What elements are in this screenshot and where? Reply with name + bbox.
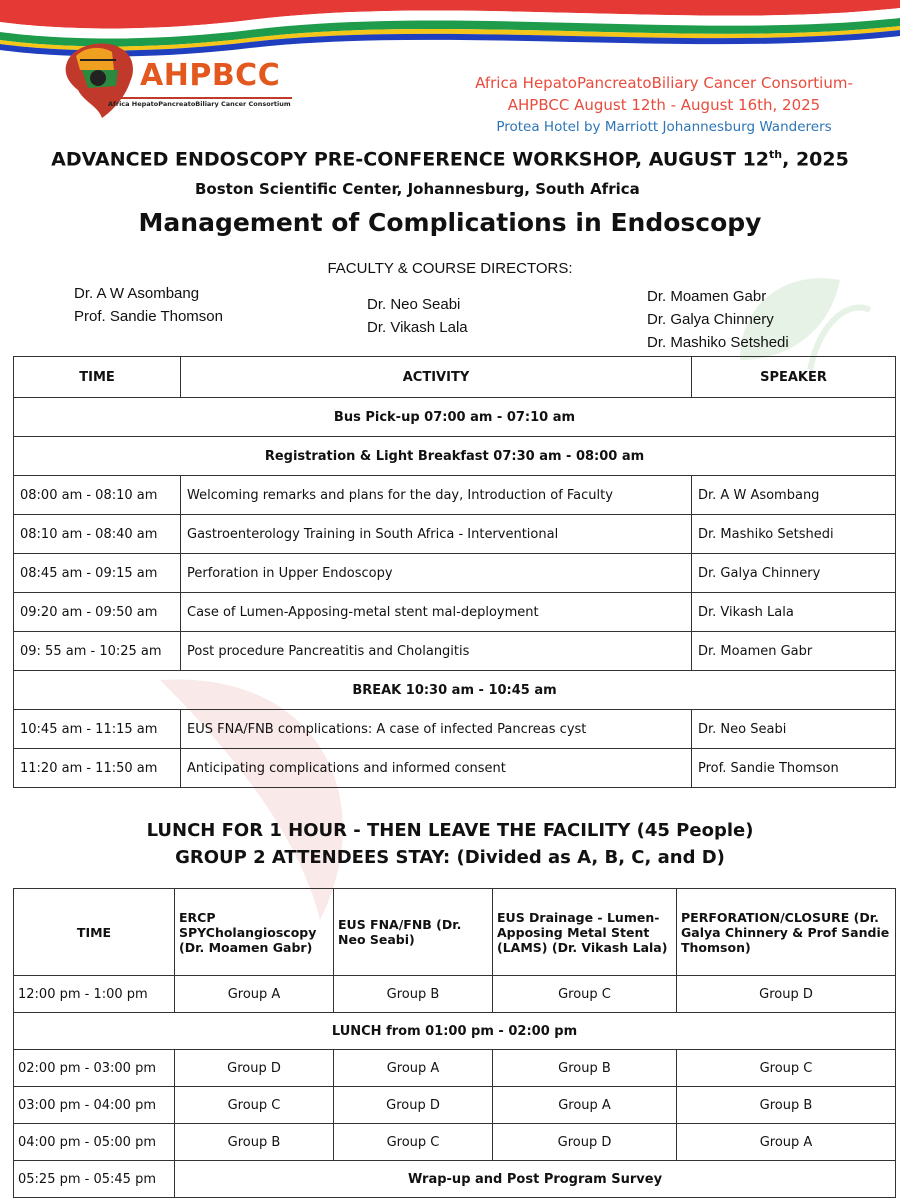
table-row (14, 1124, 896, 1161)
faculty-member: Dr. Moamen Gabr (647, 288, 767, 305)
table-row (14, 515, 896, 554)
morning-schedule-table (13, 356, 896, 788)
table-header-row (14, 357, 896, 398)
time-cell: 10:45 am - 11:15 am (14, 710, 181, 749)
lunch-notice (0, 817, 900, 871)
faculty-member: Dr. Neo Seabi (367, 296, 461, 313)
faculty-member: Dr. Vikash Lala (367, 319, 468, 336)
group-cell: Group B (677, 1087, 896, 1124)
table-row (14, 632, 896, 671)
time-cell: 05:25 pm - 05:45 pm (14, 1161, 175, 1198)
speaker-cell: Prof. Sandie Thomson (692, 749, 896, 788)
speaker-cell: Dr. Neo Seabi (692, 710, 896, 749)
header-eus-drainage: EUS Drainage - Lumen-Apposing Metal Stent (LAMS) (Dr. Vikash Lala) (493, 889, 677, 976)
activity-cell: Perforation in Upper Endoscopy (181, 554, 692, 593)
time-cell: 09:20 am - 09:50 am (14, 593, 181, 632)
group-cell: Group B (175, 1124, 334, 1161)
group-cell: Group D (175, 1050, 334, 1087)
group-cell: Group A (175, 976, 334, 1013)
group-cell: Group D (493, 1124, 677, 1161)
header-eus-fna: EUS FNA/FNB (Dr. Neo Seabi) (334, 889, 493, 976)
table-row (14, 710, 896, 749)
table-row (14, 398, 896, 437)
header-time: TIME (14, 889, 175, 976)
workshop-title-main: ADVANCED ENDOSCOPY PRE-CONFERENCE WORKSHOP, AUGUST 12 (51, 148, 770, 171)
org-line-2: AHPBCC August 12th - August 16th, 2025 (507, 96, 821, 114)
speaker-cell: Dr. Mashiko Setshedi (692, 515, 896, 554)
table-row (14, 1161, 896, 1198)
header-speaker: SPEAKER (692, 357, 896, 398)
logo-text: AHPBCC (140, 58, 281, 93)
workshop-title (0, 148, 900, 170)
time-cell: 11:20 am - 11:50 am (14, 749, 181, 788)
table-row (14, 1050, 896, 1087)
time-cell: 08:00 am - 08:10 am (14, 476, 181, 515)
group-cell: Group D (677, 976, 896, 1013)
header-perforation: PERFORATION/CLOSURE (Dr. Galya Chinnery & Prof Sandie Thomson) (677, 889, 896, 976)
time-cell: 08:10 am - 08:40 am (14, 515, 181, 554)
activity-cell: Case of Lumen-Apposing-metal stent mal-deployment (181, 593, 692, 632)
topic-title: Management of Complications in Endoscopy (138, 208, 762, 237)
group-cell: Group A (334, 1050, 493, 1087)
lunch-row: LUNCH from 01:00 pm - 02:00 pm (14, 1013, 896, 1050)
faculty-member: Prof. Sandie Thomson (74, 308, 223, 325)
bus-pickup: Bus Pick-up 07:00 am - 07:10 am (14, 398, 896, 437)
lunch-notice-line-2: GROUP 2 ATTENDEES STAY: (Divided as A, B, C, and D) (175, 847, 725, 868)
workshop-title-year: , 2025 (782, 148, 849, 171)
faculty-member: Dr. Galya Chinnery (647, 311, 774, 328)
faculty-col-3 (647, 285, 789, 354)
group-cell: Group D (334, 1087, 493, 1124)
table-row (14, 437, 896, 476)
table-row (14, 593, 896, 632)
time-cell: 12:00 pm - 1:00 pm (14, 976, 175, 1013)
wrap-up-cell: Wrap-up and Post Program Survey (175, 1161, 896, 1198)
group-cell: Group C (677, 1050, 896, 1087)
venue-line: Protea Hotel by Marriott Johannesburg Wanderers (496, 119, 832, 135)
table-row (14, 1087, 896, 1124)
group-cell: Group B (493, 1050, 677, 1087)
group-cell: Group A (493, 1087, 677, 1124)
registration: Registration & Light Breakfast 07:30 am - 08:00 am (14, 437, 896, 476)
time-cell: 03:00 pm - 04:00 pm (14, 1087, 175, 1124)
group-cell: Group C (334, 1124, 493, 1161)
time-cell: 09: 55 am - 10:25 am (14, 632, 181, 671)
speaker-cell: Dr. Moamen Gabr (692, 632, 896, 671)
faculty-heading: FACULTY & COURSE DIRECTORS: (327, 260, 573, 277)
activity-cell: Anticipating complications and informed consent (181, 749, 692, 788)
lunch-notice-line-1: LUNCH FOR 1 HOUR - THEN LEAVE THE FACILITY (45 People) (146, 820, 754, 841)
header-ercp: ERCP SPYCholangioscopy (Dr. Moamen Gabr) (175, 889, 334, 976)
header-activity: ACTIVITY (181, 357, 692, 398)
group-cell: Group A (677, 1124, 896, 1161)
org-line-1: Africa HepatoPancreatoBiliary Cancer Consortium- (475, 74, 853, 92)
group-cell: Group B (334, 976, 493, 1013)
logo-divider (108, 97, 292, 99)
time-cell: 02:00 pm - 03:00 pm (14, 1050, 175, 1087)
speaker-cell: Dr. Galya Chinnery (692, 554, 896, 593)
activity-cell: Post procedure Pancreatitis and Cholangitis (181, 632, 692, 671)
table-header-row (14, 889, 896, 976)
group-cell: Group C (175, 1087, 334, 1124)
speaker-cell: Dr. A W Asombang (692, 476, 896, 515)
logo-subtitle: Africa HepatoPancreatoBiliary Cancer Consortium (108, 100, 291, 108)
faculty-member: Dr. A W Asombang (74, 285, 200, 302)
workshop-location: Boston Scientific Center, Johannesburg, South Africa (195, 180, 640, 198)
activity-cell: EUS FNA/FNB complications: A case of infected Pancreas cyst (181, 710, 692, 749)
header-time: TIME (14, 357, 181, 398)
table-row (14, 671, 896, 710)
table-row (14, 1013, 896, 1050)
workshop-title-sup: th (769, 148, 783, 161)
time-cell: 04:00 pm - 05:00 pm (14, 1124, 175, 1161)
table-row (14, 554, 896, 593)
group-rotation-table (13, 888, 896, 1198)
table-row (14, 976, 896, 1013)
group-cell: Group C (493, 976, 677, 1013)
break-row: BREAK 10:30 am - 10:45 am (14, 671, 896, 710)
faculty-col-1 (74, 282, 223, 328)
faculty-col-2 (367, 293, 468, 339)
table-row (14, 749, 896, 788)
conference-info (454, 72, 874, 138)
activity-cell: Gastroenterology Training in South Africa - Interventional (181, 515, 692, 554)
time-cell: 08:45 am - 09:15 am (14, 554, 181, 593)
faculty-member: Dr. Mashiko Setshedi (647, 334, 789, 351)
table-row (14, 476, 896, 515)
activity-cell: Welcoming remarks and plans for the day, Introduction of Faculty (181, 476, 692, 515)
speaker-cell: Dr. Vikash Lala (692, 593, 896, 632)
